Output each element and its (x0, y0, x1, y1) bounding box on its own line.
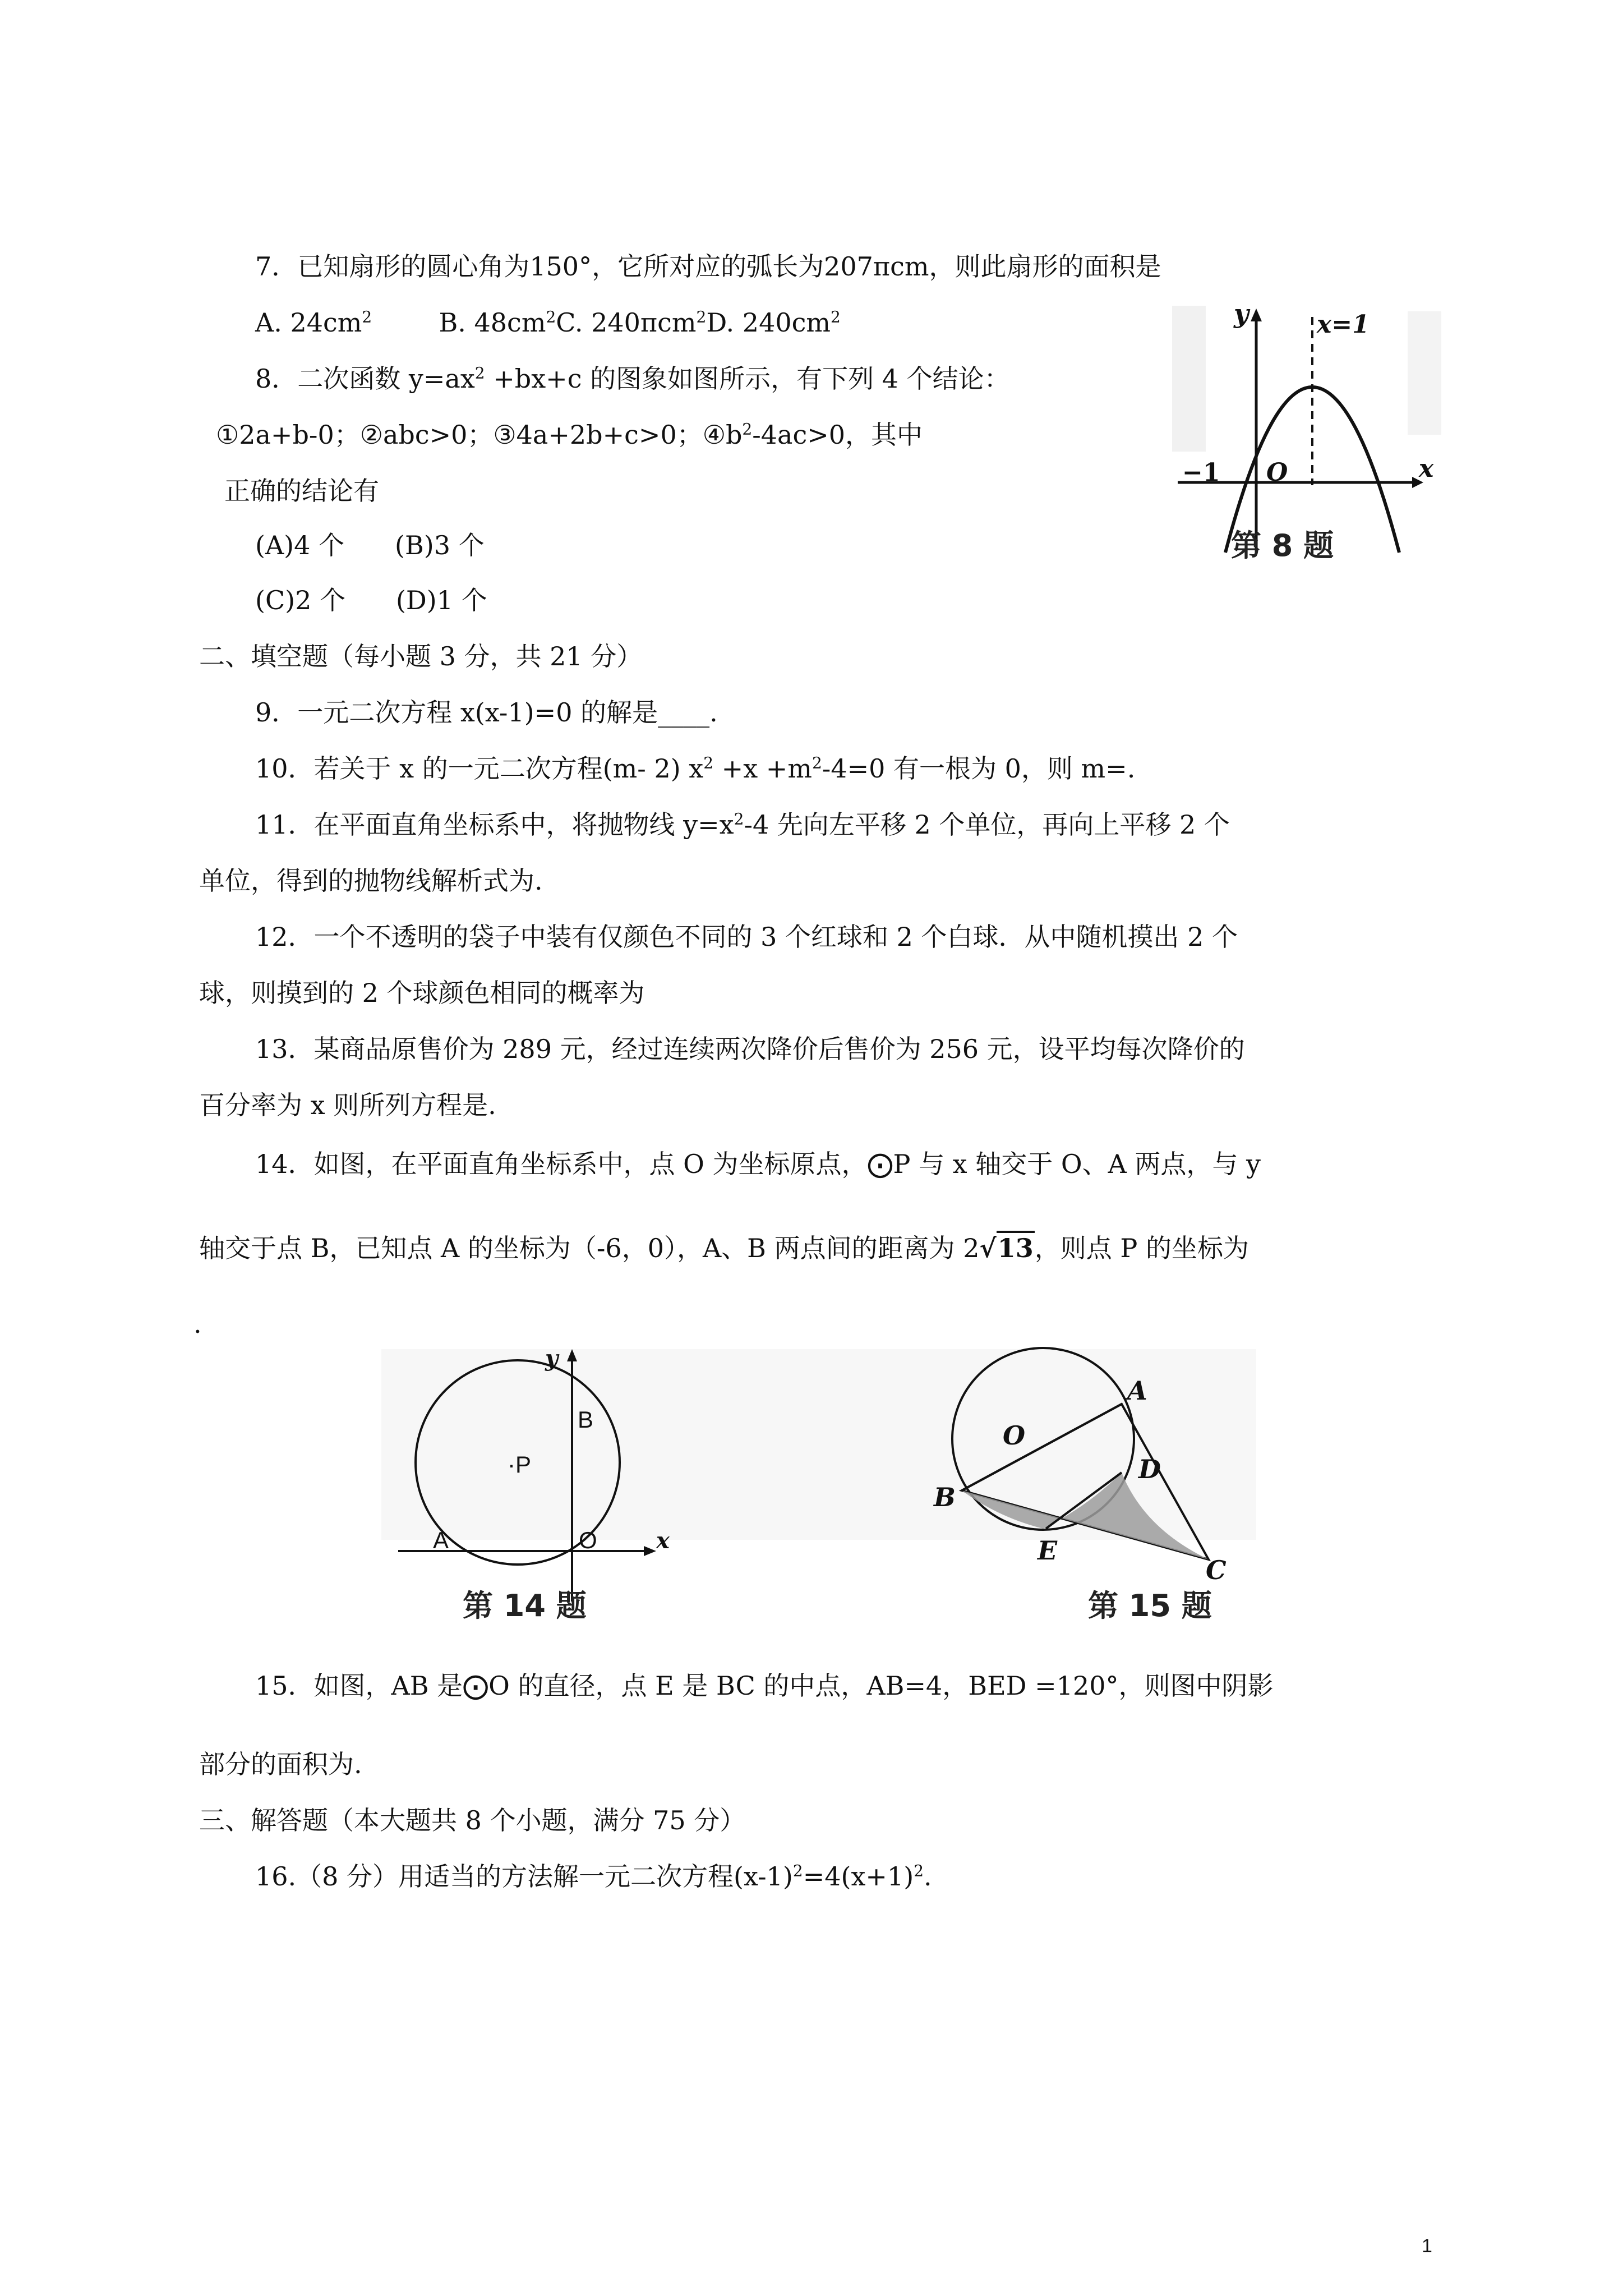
q15-line2: 部分的面积为. (199, 1749, 362, 1779)
q8-options-ab (255, 528, 485, 562)
q7-option-a: A. 24cm (255, 307, 362, 338)
q7-text: 7．已知扇形的圆心角为150°，它所对应的弧长为207πcm，则此扇形的面积是 (255, 251, 1161, 282)
svg-text:B: B (578, 1406, 594, 1433)
svg-text:E: E (1038, 1535, 1058, 1566)
q11-line1: 11．在平面直角坐标系中，将抛物线 $y=x^2-4$ 先向左平移 2 个单位，再向上平移 2 个 (255, 809, 1230, 840)
radicand: 13 (997, 1231, 1035, 1263)
q8-option-b: (B)3 个 (395, 530, 485, 560)
page-number: 1 (1422, 2235, 1432, 2257)
q12-line1: 12．一个不透明的袋子中装有仅颜色不同的 3 个红球和 2 个白球．从中随机摸出 2 个 (255, 922, 1238, 952)
section-3-heading: 三、解答题（本大题共 8 个小题，满分 75 分） (199, 1805, 746, 1835)
q8-symmetry-label: x=1 (1317, 310, 1370, 339)
q7-option-b: B. 48cm (439, 307, 546, 338)
q8-y-label: y (1234, 300, 1249, 329)
svg-text:D: D (1138, 1454, 1161, 1484)
svg-text:B: B (934, 1482, 956, 1512)
svg-text:y: y (545, 1345, 559, 1372)
svg-text:O: O (579, 1527, 597, 1553)
q8-caption: 第 8 题 (1231, 528, 1334, 563)
q8-neg-one: −1 (1182, 458, 1220, 487)
svg-text:·P: ·P (508, 1451, 531, 1478)
q13-line2: 百分率为 x 则所列方程是. (199, 1090, 496, 1120)
q8-text: 8．二次函数 $y=ax^2 +bx+c$ 的图象如图所示，有下列 4 个结论： (255, 364, 1010, 394)
q13-line1: 13．某商品原售价为 289 元，经过连续两次降价后售价为 256 元，设平均每次降价的 (255, 1034, 1245, 1064)
q7-option-d: D. 240cm (706, 307, 831, 338)
q12-line2: 球，则摸到的 2 个球颜色相同的概率为 (199, 978, 645, 1008)
q7-option-c: C. 240πcm (556, 307, 697, 338)
q8-line3: 正确的结论有 (224, 476, 379, 506)
q8-origin: O (1266, 458, 1288, 487)
q14-caption: 第 14 题 (463, 1588, 587, 1623)
figures-14-15 (370, 1338, 1267, 1630)
q9-text: 9．一元二次方程 x(x-1)=0 的解是____. (255, 697, 718, 728)
q8-options-cd (255, 583, 487, 617)
q8-conclusions: ①2a+b-0；②abc>0；③4a+2b+c>0；$④b^2-4ac>0$，其中 (216, 420, 923, 450)
q16-text: 16.（8 分）用适当的方法解一元二次方程$(x-1)^2=4(x+1)^2$. (255, 1861, 932, 1892)
svg-text:A: A (1127, 1375, 1147, 1406)
q15-caption: 第 15 题 (1088, 1588, 1212, 1623)
svg-text:O: O (1003, 1420, 1026, 1451)
q11-line2: 单位，得到的抛物线解析式为. (199, 866, 543, 896)
section-2-heading: 二、填空题（每小题 3 分，共 21 分） (199, 641, 643, 671)
q14-line3: . (193, 1309, 202, 1339)
q8-option-a: (A)4 个 (255, 530, 345, 560)
sqrt-symbol: √ (979, 1233, 997, 1263)
q15-line1: 15．如图，AB 是⨀O 的直径，点 E 是 BC 的中点，AB=4，BED =120°，则图中阴影 (255, 1671, 1274, 1701)
q8-figure (1172, 300, 1441, 569)
svg-text:C: C (1206, 1555, 1227, 1585)
q8-option-d: (D)1 个 (395, 585, 487, 615)
q7-options: A. $24cm^2$ B. $48cm^2C$. 240πcm$^2$D. $240cm^2$ (255, 307, 841, 338)
q14-line2: 轴交于点 B，已知点 A 的坐标为（-6，0），A、B 两点间的距离为 2√13，则点 P 的坐标为 (199, 1231, 1249, 1265)
q8-x-label: x (1419, 454, 1434, 483)
svg-text:A: A (433, 1527, 449, 1553)
q8-option-c: (C)2 个 (255, 585, 345, 615)
q10-text: 10．若关于 x 的一元二次方程(m- 2) $x^2 +x +m^2-4=0$ 有一根为 0，则 m=. (255, 753, 1136, 784)
svg-text:x: x (656, 1527, 670, 1554)
q14-line1: 14．如图，在平面直角坐标系中，点 O 为坐标原点，⨀P 与 x 轴交于 O、A 两点，与 y (255, 1149, 1261, 1179)
